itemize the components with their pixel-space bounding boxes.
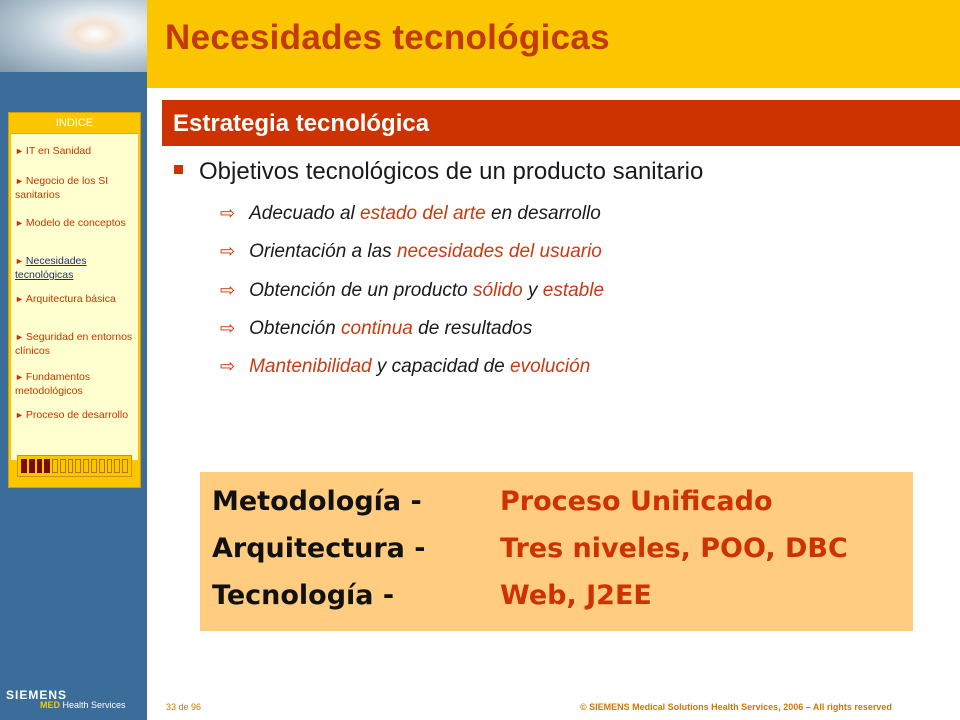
progress-cell <box>29 459 35 473</box>
sub-bullet-text: Adecuado al <box>249 203 361 224</box>
sub-bullet <box>220 318 532 340</box>
arrow-right-icon: ► <box>15 372 24 382</box>
summary-box <box>200 472 913 631</box>
sub-bullet <box>220 280 604 302</box>
sub-bullet-text: y capacidad de <box>371 356 510 377</box>
sub-bullet-text: en desarrollo <box>485 203 601 224</box>
arrow-right-icon: ► <box>15 332 24 342</box>
index-panel <box>8 112 141 488</box>
arrow-right-icon: ► <box>15 256 24 266</box>
highlight-text: estado del arte <box>360 203 486 224</box>
summary-value: Web, J2EE <box>500 580 652 611</box>
copyright-text: © SIEMENS Medical Solutions Health Services, 2006 – All rights reserved <box>580 702 892 712</box>
arrow-right-icon: ► <box>15 176 24 186</box>
index-item-negocio[interactable]: ► Negocio de los SI sanitarios <box>15 175 109 201</box>
sub-bullet-text: Obtención de un producto <box>249 280 474 301</box>
index-item-seguridad[interactable]: ► Seguridad en entornos clínicos <box>15 331 133 357</box>
hand-light-image <box>60 14 130 54</box>
arrow-outline-icon: ⇨ <box>220 318 236 338</box>
summary-value: Proceso Unificado <box>500 486 773 517</box>
arrow-outline-icon: ⇨ <box>220 280 236 300</box>
summary-key: Tecnología - <box>212 580 395 611</box>
sub-bullet <box>220 356 590 378</box>
sub-bullet-text: y <box>522 280 543 301</box>
section-header: Estrategia tecnológica <box>162 100 960 146</box>
summary-row <box>212 533 848 564</box>
index-item-proceso[interactable]: ► Proceso de desarrollo <box>15 409 129 421</box>
index-item-fundamentos[interactable]: ► Fundamentos metodológicos <box>15 371 91 397</box>
summary-value: Tres niveles, POO, DBC <box>500 533 848 564</box>
index-item-it-sanidad[interactable]: ► IT en Sanidad <box>15 145 92 157</box>
progress-cell <box>83 459 89 473</box>
main-bullet-text: Objetivos tecnológicos de un producto sanitario <box>199 158 704 185</box>
highlight-text: evolución <box>510 356 591 377</box>
index-item-necesidades[interactable]: ► Necesidades tecnológicas <box>15 255 87 281</box>
index-list <box>11 133 138 460</box>
summary-row <box>212 580 652 611</box>
progress-cell <box>107 459 113 473</box>
title-bar <box>147 0 960 88</box>
siemens-logo: SIEMENS <box>6 688 68 702</box>
arrow-right-icon: ► <box>15 218 24 228</box>
highlight-text: continua <box>341 318 413 339</box>
index-header: INDICE <box>55 117 94 129</box>
highlight-text: necesidades del usuario <box>396 241 602 262</box>
page-number: 33 de 96 <box>166 702 202 712</box>
progress-cell <box>52 459 58 473</box>
arrow-right-icon: ► <box>15 294 24 304</box>
arrow-outline-icon: ⇨ <box>220 203 236 223</box>
arrow-right-icon: ► <box>15 410 24 420</box>
sub-bullet <box>220 203 601 225</box>
progress-cell <box>60 459 66 473</box>
progress-cell <box>68 459 74 473</box>
sub-bullet-text: Obtención <box>249 318 341 339</box>
progress-cell <box>21 459 27 473</box>
highlight-text: estable <box>542 280 605 301</box>
progress-cell <box>91 459 97 473</box>
summary-key: Metodología - <box>212 486 422 517</box>
index-item-arquitectura[interactable]: ► Arquitectura básica <box>15 293 116 305</box>
sub-bullet <box>220 241 602 263</box>
progress-cell <box>44 459 50 473</box>
page-title: Necesidades tecnológicas <box>165 18 610 57</box>
header-photo <box>0 0 147 72</box>
sub-bullet-text: Orientación a las <box>249 241 397 262</box>
summary-key: Arquitectura - <box>212 533 426 564</box>
progress-cell <box>99 459 105 473</box>
square-bullet-icon <box>174 165 183 174</box>
arrow-outline-icon: ⇨ <box>220 356 236 376</box>
arrow-outline-icon: ⇨ <box>220 241 236 261</box>
index-item-modelo[interactable]: ► Modelo de conceptos <box>15 217 126 229</box>
main-bullet <box>174 158 703 186</box>
progress-cell <box>37 459 43 473</box>
arrow-right-icon: ► <box>15 146 24 156</box>
sub-bullet-text: de resultados <box>412 318 533 339</box>
progress-cell <box>114 459 120 473</box>
progress-cell <box>122 459 128 473</box>
highlight-text: sólido <box>473 280 523 301</box>
highlight-text: Mantenibilidad <box>249 356 372 377</box>
summary-row <box>212 486 773 517</box>
med-health-services-logo: MED Health Services <box>40 700 126 710</box>
progress-bar <box>17 455 132 477</box>
progress-cell <box>75 459 81 473</box>
